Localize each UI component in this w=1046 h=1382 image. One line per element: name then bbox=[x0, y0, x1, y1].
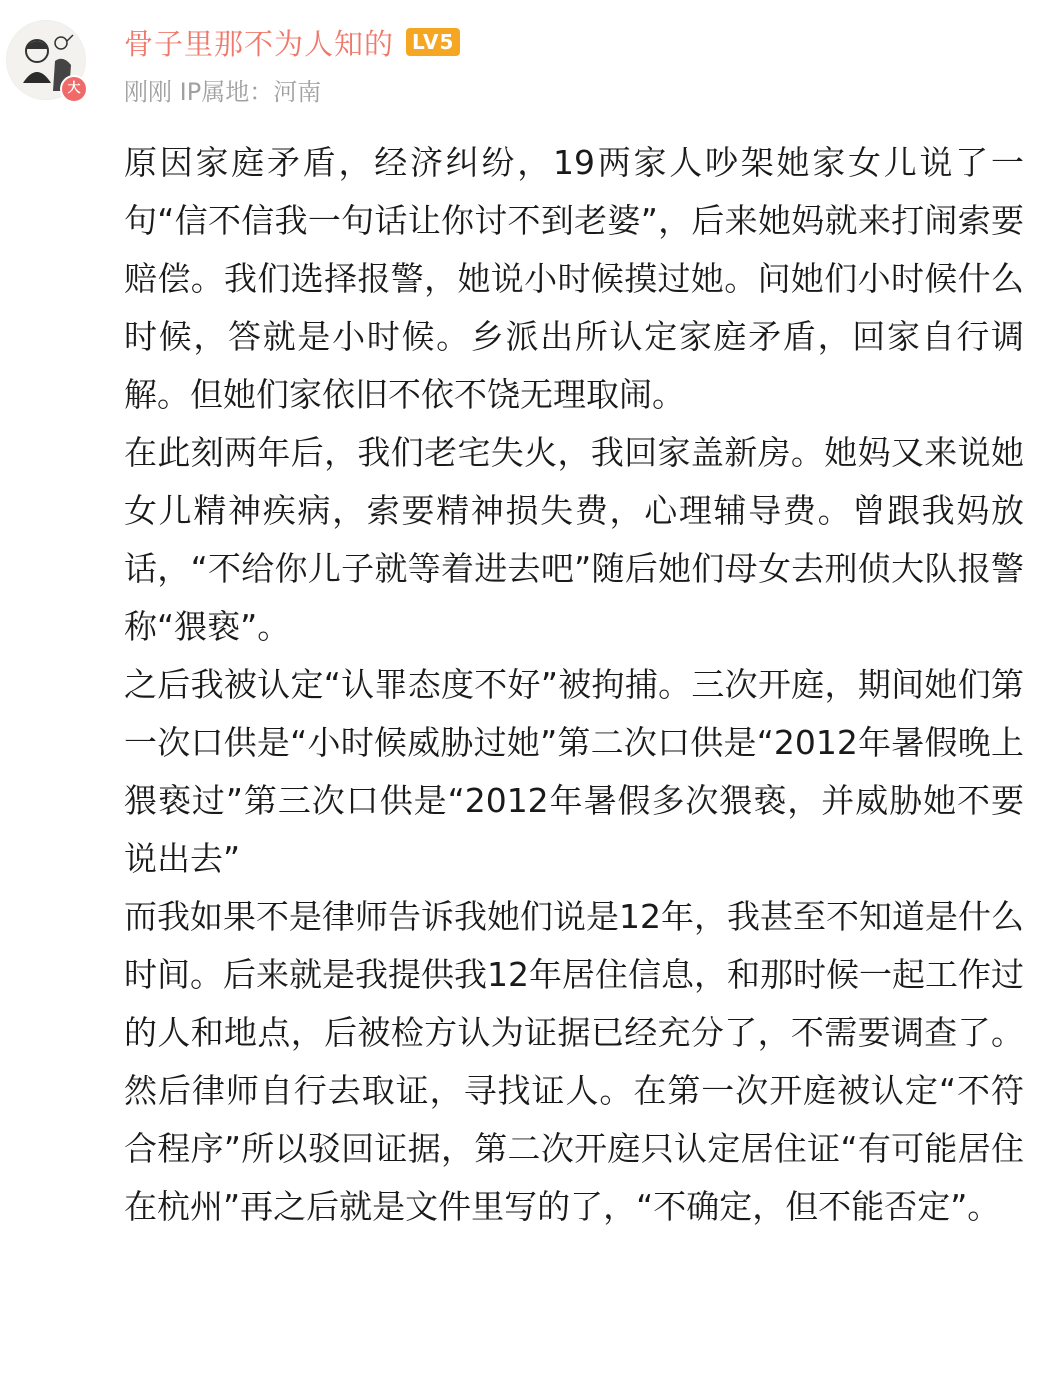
post-time: 刚刚 bbox=[124, 78, 172, 106]
username[interactable]: 骨子里那不为人知的 bbox=[124, 26, 395, 61]
post-content bbox=[124, 134, 1024, 1374]
post-meta bbox=[124, 72, 321, 107]
post-header bbox=[0, 0, 1046, 120]
paragraph-1: 原因家庭矛盾，经济纠纷，19两家人吵架她家女儿说了一句“信不信我一句话让你讨不到老婆”，后来她妈就来打闹索要赔偿。我们选择报警，她说小时候摸过她。问她们小时候什么时候，答就是小时候。乡派出所认定家庭矛盾，回家自行调解。但她们家依旧不依不饶无理取闹。 bbox=[124, 143, 1024, 414]
avatar-badge: 大 bbox=[60, 75, 88, 103]
username-row bbox=[124, 22, 460, 62]
level-badge: LV5 bbox=[406, 28, 460, 56]
paragraph-2: 在此刻两年后，我们老宅失火，我回家盖新房。她妈又来说她女儿精神疾病，索要精神损失费，心理辅导费。曾跟我妈放话，“不给你儿子就等着进去吧”随后她们母女去刑侦大队报警称“猥亵”。 bbox=[124, 433, 1024, 646]
paragraph-4: 而我如果不是律师告诉我她们说是12年，我甚至不知道是什么时间。后来就是我提供我12年居住信息，和那时候一起工作过的人和地点，后被检方认为证据已经充分了，不需要调查了。然后律师自行去取证，寻找证人。在第一次开庭被认定“不符合程序”所以驳回证据，第二次开庭只认定居住证“有可能居住在杭州”再之后就是文件里写的了，“不确定，但不能否定”。 bbox=[124, 897, 1024, 1226]
paragraph-3: 之后我被认定“认罪态度不好”被拘捕。三次开庭，期间她们第一次口供是“小时候威胁过她”第二次口供是“2012年暑假晚上猥亵过”第三次口供是“2012年暑假多次猥亵，并威胁她不要说出去” bbox=[124, 665, 1024, 878]
ip-location: IP属地：河南 bbox=[179, 78, 322, 106]
